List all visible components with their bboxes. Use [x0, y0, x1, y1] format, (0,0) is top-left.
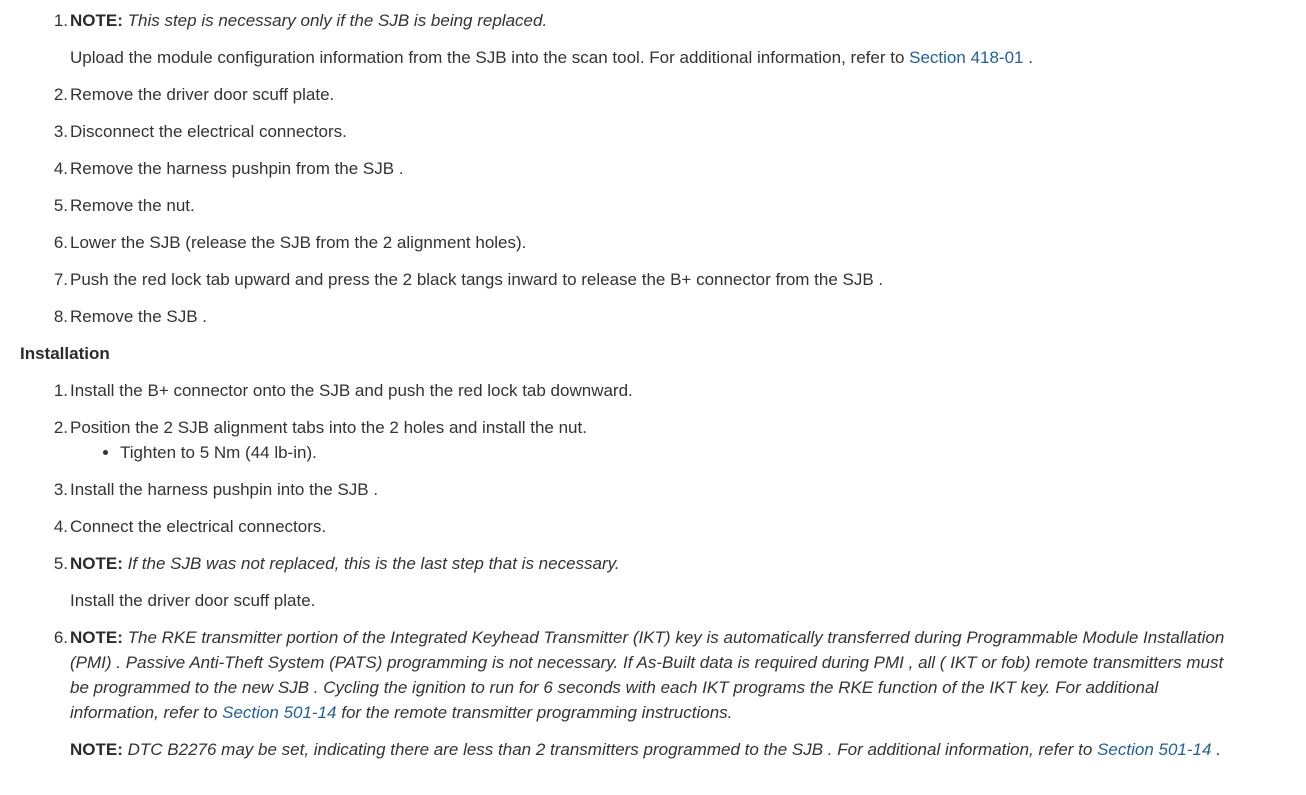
step-text: Install the harness pushpin into the SJB .	[70, 480, 379, 499]
step-number: 5.	[53, 554, 68, 573]
step-number: 4.	[53, 517, 68, 536]
step-number: 1.	[53, 381, 68, 400]
removal-step-3	[53, 119, 1306, 144]
note-text: If the SJB was not replaced, this is the last step that is necessary.	[127, 554, 620, 573]
step-number: 2.	[53, 418, 68, 437]
step-number: 2.	[53, 85, 68, 104]
step-paragraph	[70, 45, 1246, 70]
torque-spec-list	[70, 440, 1246, 465]
installation-heading: Installation	[20, 344, 110, 363]
installation-step-4	[53, 514, 1306, 539]
note-text	[70, 628, 1224, 722]
installation-step-2	[53, 415, 1306, 465]
step-paragraph: Install the driver door scuff plate.	[70, 591, 316, 610]
step-number: 1.	[53, 11, 68, 30]
note-after: .	[1211, 740, 1221, 759]
step-number: 3.	[53, 480, 68, 499]
note-body: DTC B2276 may be set, indicating there are less than 2 transmitters programmed to the SJB . For additional information, refer to	[127, 740, 1093, 759]
step-text: Remove the SJB .	[70, 307, 208, 326]
step-text: Position the 2 SJB alignment tabs into the 2 holes and install the nut.	[70, 418, 587, 437]
note-label: NOTE:	[70, 740, 123, 759]
step-text: Connect the electrical connectors.	[70, 517, 327, 536]
note-label: NOTE:	[70, 11, 123, 30]
removal-step-2	[53, 82, 1306, 107]
paragraph-after: .	[1023, 48, 1033, 67]
step-number: 6.	[53, 233, 68, 252]
step-number: 8.	[53, 307, 68, 326]
section-501-14-link-2[interactable]: Section 501-14	[1097, 740, 1212, 759]
removal-step-6	[53, 230, 1306, 255]
step-number: 7.	[53, 270, 68, 289]
section-501-14-link[interactable]: Section 501-14	[222, 703, 337, 722]
removal-step-5	[53, 193, 1306, 218]
step-text: Disconnect the electrical connectors.	[70, 122, 347, 141]
paragraph-text: Upload the module configuration information from the SJB into the scan tool. For additional information, refer to	[70, 48, 905, 67]
torque-spec-item: • Tighten to 5 Nm (44 lb-in).	[120, 440, 1246, 465]
installation-step-1	[53, 378, 1306, 403]
note-body: The RKE transmitter portion of the Integrated Keyhead Transmitter (IKT) key is automatically transferred during Programmable Module Installation (PMI) . Passive Anti-Theft System (PATS) programming is not necessary. If As-Built data is required during PMI , all ( IKT or fob) remote transmitters must be programmed to the new SJB . Cycling the ignition to run for 6 seconds with each IKT programs the RKE function of the IKT key. For additional information, refer to	[70, 628, 1225, 722]
note-label: NOTE:	[70, 554, 123, 573]
step-text: Install the B+ connector onto the SJB and push the red lock tab downward.	[70, 381, 633, 400]
removal-step-8	[53, 304, 1306, 329]
installation-step-6	[53, 625, 1306, 762]
step-text: Remove the nut.	[70, 196, 195, 215]
installation-step-5	[53, 551, 1306, 613]
installation-step-3	[53, 477, 1306, 502]
step-text: Push the red lock tab upward and press the 2 black tangs inward to release the B+ connector from the SJB .	[70, 270, 884, 289]
step-text: Lower the SJB (release the SJB from the 2 alignment holes).	[70, 233, 527, 252]
step-number: 5.	[53, 196, 68, 215]
note-label: NOTE:	[70, 628, 123, 647]
note-text: This step is necessary only if the SJB is being replaced.	[127, 11, 548, 30]
step-number: 6.	[53, 628, 68, 647]
note-text	[128, 740, 1221, 759]
removal-steps-list	[20, 8, 1306, 329]
second-note	[70, 737, 1246, 762]
step-number: 3.	[53, 122, 68, 141]
step-text: Remove the harness pushpin from the SJB .	[70, 159, 404, 178]
step-text: Remove the driver door scuff plate.	[70, 85, 335, 104]
section-418-01-link[interactable]: Section 418-01	[909, 48, 1024, 67]
installation-steps-list	[20, 378, 1306, 762]
removal-step-1	[53, 8, 1306, 70]
step-number: 4.	[53, 159, 68, 178]
removal-step-7	[53, 267, 1306, 292]
removal-step-4	[53, 156, 1306, 181]
note-after: for the remote transmitter programming instructions.	[336, 703, 733, 722]
